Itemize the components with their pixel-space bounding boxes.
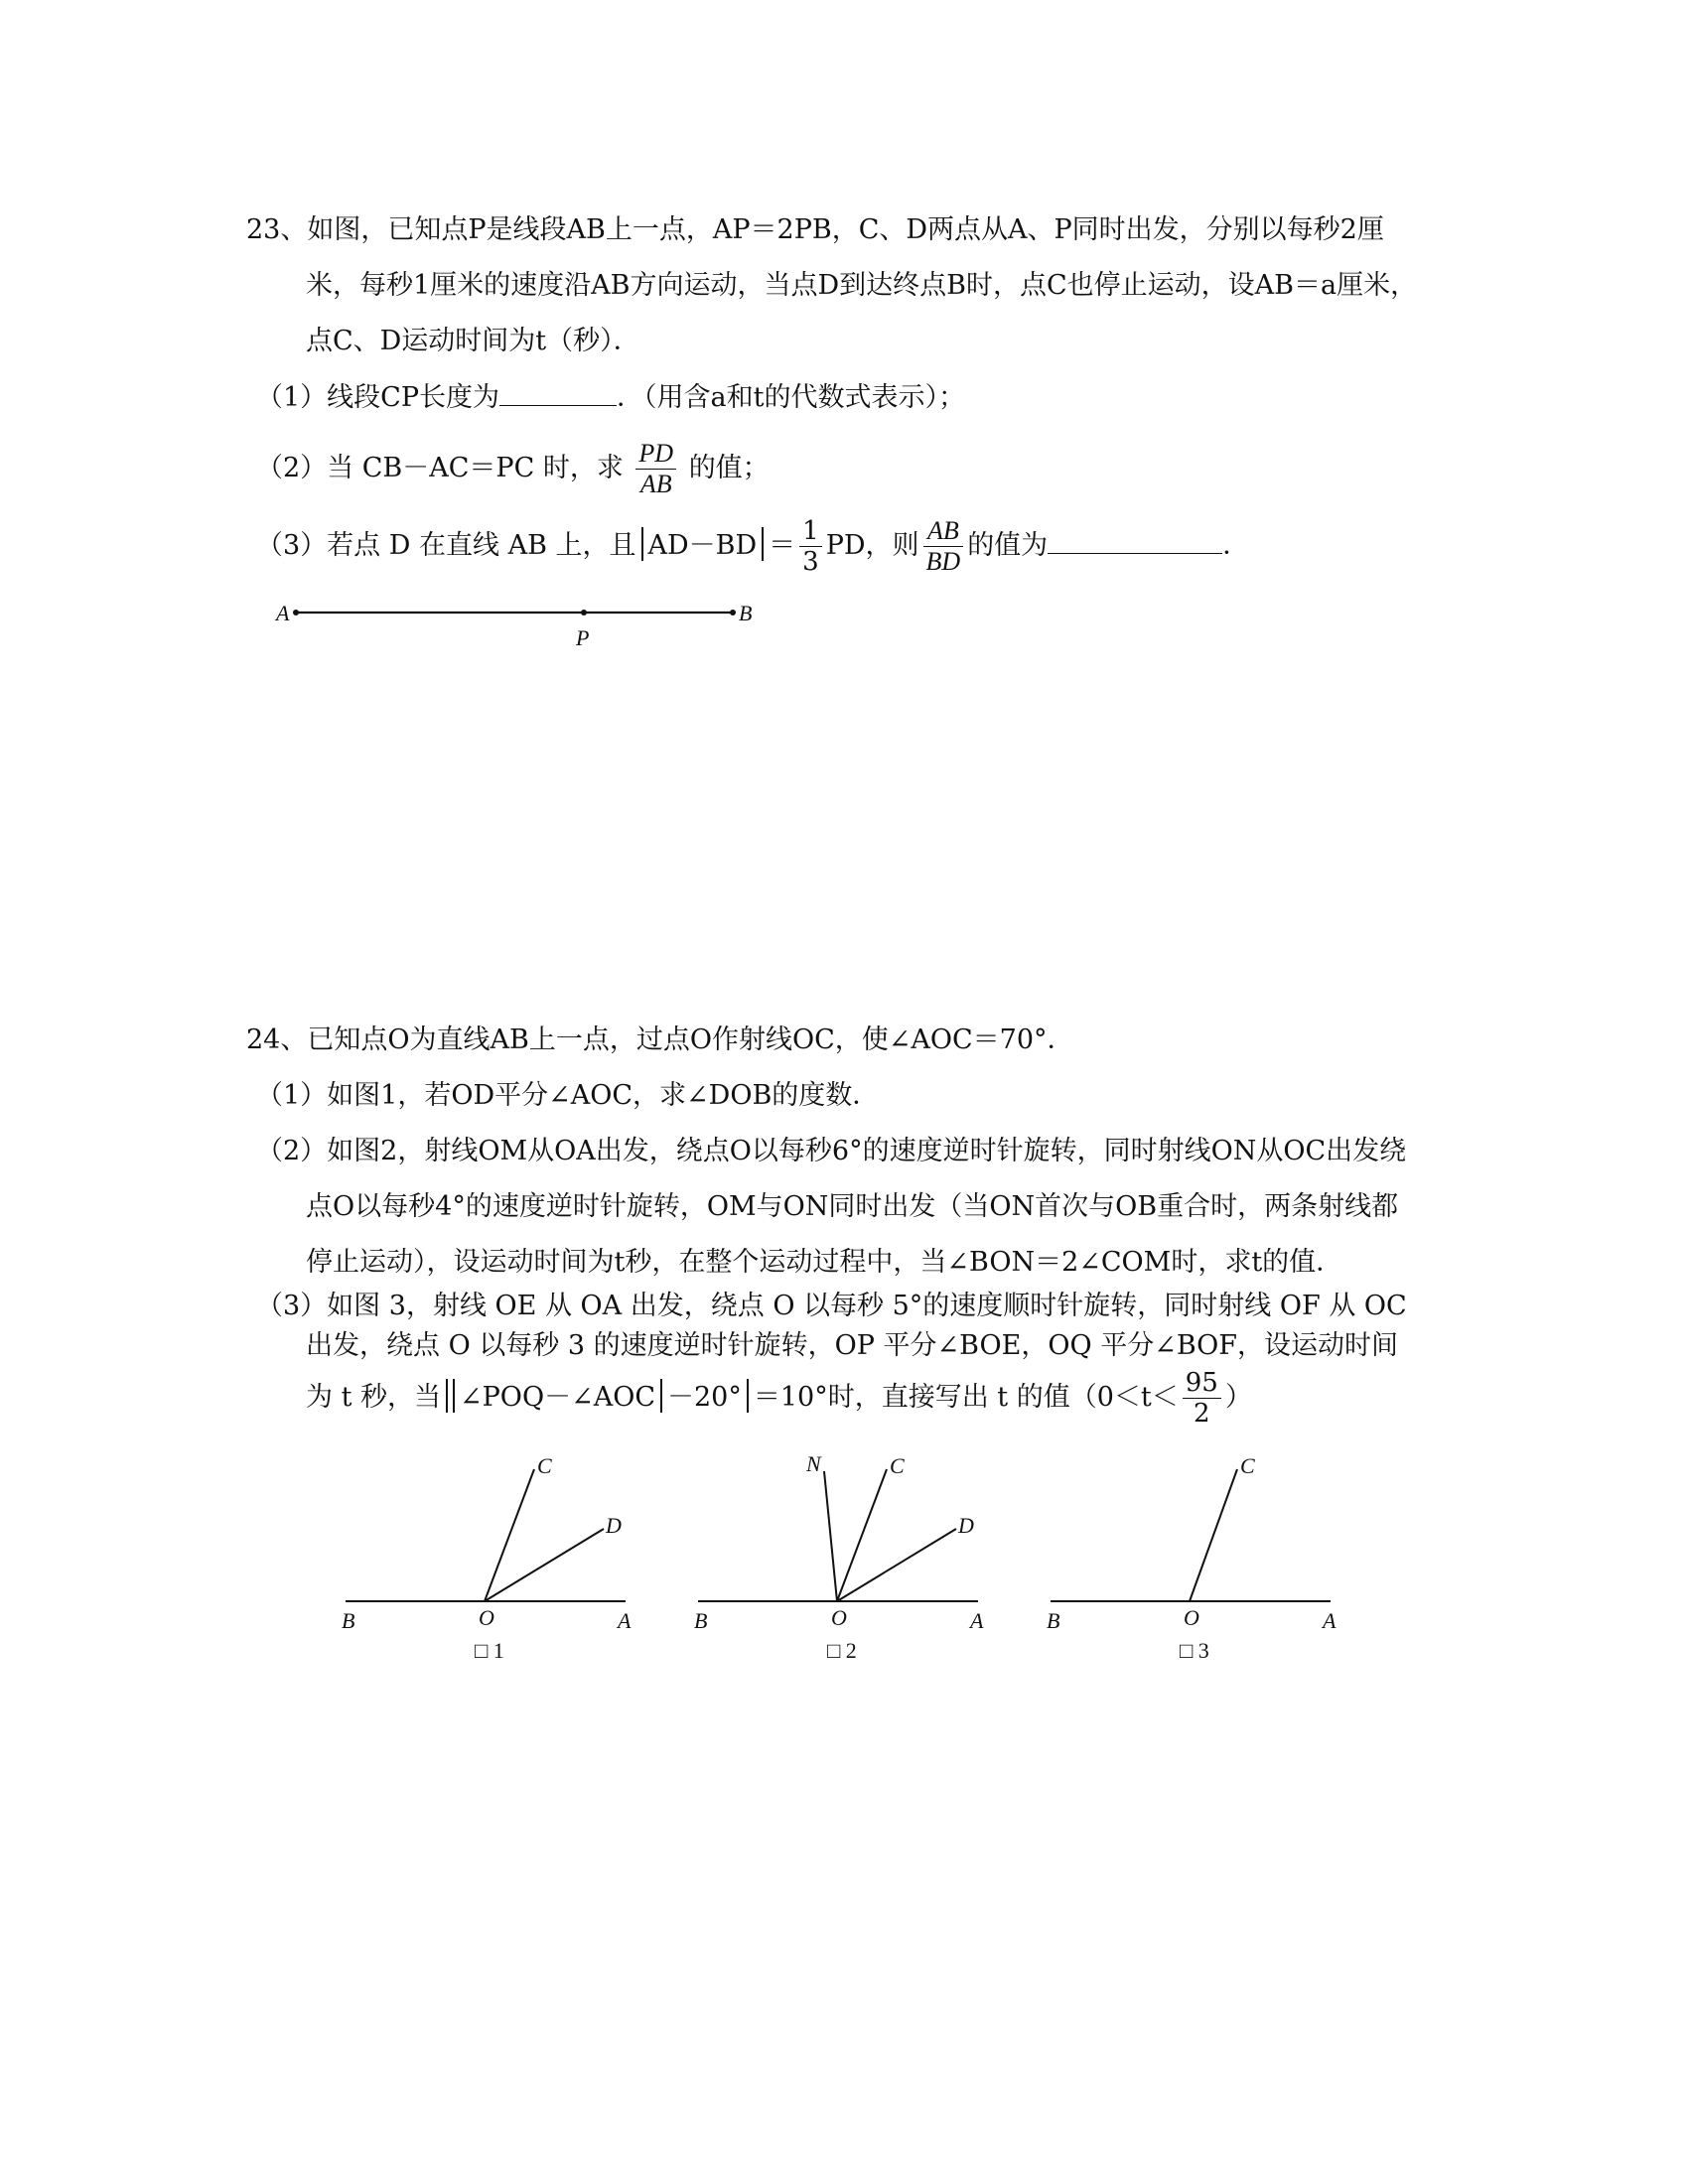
ray-oc: [485, 1469, 534, 1601]
abs-bar: [641, 527, 643, 561]
fraction-numerator: PD: [638, 439, 674, 468]
label-c: C: [890, 1453, 905, 1478]
figure-caption: □ 1: [475, 1638, 504, 1663]
q23-part1-text-b: ．（用含a和t的代数式表示）；: [617, 382, 965, 413]
point-a: [293, 610, 299, 615]
fraction-95-2: [1183, 1368, 1221, 1429]
fraction-numerator: AB: [926, 516, 959, 545]
label-c: C: [537, 1453, 552, 1478]
fraction-denominator: BD: [925, 547, 961, 576]
ray-oc: [837, 1469, 887, 1601]
abs-expression: ∠POQ－∠AOC: [460, 1382, 655, 1413]
ray-oc: [1190, 1469, 1237, 1601]
ray-od: [837, 1529, 956, 1601]
segment-ab-figure: [268, 591, 765, 660]
q24-stem: 24、已知点O为直线AB上一点，过点O作射线OC，使∠AOC＝70°．: [246, 1024, 1074, 1055]
minus-20: －20°: [667, 1382, 742, 1413]
fraction-numerator: 95: [1183, 1368, 1221, 1399]
label-c: C: [1240, 1453, 1255, 1478]
q23-part3-end: ．: [1222, 530, 1250, 561]
abs-bar: [660, 1379, 662, 1413]
q24-part1: （1）如图1，若OD平分∠AOC，求∠DOB的度数．: [256, 1080, 880, 1111]
q23-part3-pd: PD，则: [825, 530, 919, 561]
abs-bar: [446, 1379, 448, 1413]
label-b: B: [1047, 1608, 1060, 1633]
abs-bar: [453, 1379, 455, 1413]
abs-expression: AD－BD: [647, 530, 758, 561]
label-a: A: [618, 1608, 632, 1633]
label-o: O: [831, 1605, 847, 1630]
ray-on: [824, 1471, 837, 1601]
q24-part2-line2: 点O以每秒4°的速度逆时针旋转，OM与ON同时出发（当ON首次与OB重合时，两条射线都: [306, 1191, 1399, 1222]
figure-2: [680, 1449, 1008, 1668]
label-d: D: [606, 1513, 622, 1538]
label-p: P: [576, 625, 590, 650]
label-a: A: [970, 1608, 984, 1633]
fraction-pd-ab: [635, 439, 676, 499]
figure-caption: □ 3: [1180, 1638, 1209, 1663]
fraction-denominator: 3: [802, 547, 819, 577]
equals-sign: ＝: [769, 530, 796, 561]
label-b: B: [694, 1608, 708, 1633]
q24-part3-line1: （3）如图 3，射线 OE 从 OA 出发，绕点 O 以每秒 5°的速度顺时针旋转，同时射线 OF 从 OC: [256, 1291, 1407, 1321]
q23-stem-line1: 23、如图，已知点P是线段AB上一点，AP＝2PB，C、D两点从A、P同时出发，分别以每秒2厘: [246, 214, 1384, 245]
fraction-ab-bd: [923, 516, 964, 577]
answer-blank: [1048, 525, 1222, 554]
fraction-numerator: 1: [799, 516, 822, 547]
q23-part2-text-b: 的值；: [688, 453, 770, 483]
label-a: A: [276, 601, 290, 625]
q24-part3-line2: 出发，绕点 O 以每秒 3 的速度逆时针旋转，OP 平分∠BOE，OQ 平分∠BOF，设运动时间: [306, 1330, 1399, 1361]
q23-part2-text-a: （2）当 CB－AC＝PC 时，求: [256, 453, 624, 483]
q23-stem-line3: 点C、D运动时间为t（秒）．: [306, 326, 640, 356]
q23-part2: [256, 437, 770, 500]
figure-caption: □ 2: [827, 1638, 857, 1663]
q24-part2-line1: （2）如图2，射线OM从OA出发，绕点O以每秒6°的速度逆时针旋转，同时射线ON从OC出发绕: [256, 1136, 1407, 1166]
q23-part1-text-a: （1）线段CP长度为: [256, 382, 500, 413]
q23-part1: [256, 377, 965, 418]
q24-part3-end: ）: [1224, 1382, 1252, 1413]
q23-part3-text-b: 的值为: [967, 530, 1049, 561]
q23-part3-text-a: （3）若点 D 在直线 AB 上，且: [256, 530, 636, 561]
label-o: O: [479, 1605, 494, 1630]
figure-3: [1033, 1449, 1360, 1668]
q24-part3-line3: [306, 1366, 1252, 1430]
q24-part3-text-b: ＝10°时，直接写出 t 的值（0＜t＜: [753, 1382, 1179, 1413]
q23-part3: [256, 514, 1249, 578]
abs-bar: [762, 527, 764, 561]
q24-part3-text-a: 为 t 秒，当: [306, 1382, 442, 1413]
fraction-denominator: AB: [639, 470, 672, 498]
label-b: B: [739, 601, 753, 625]
label-a: A: [1323, 1608, 1336, 1633]
label-b: B: [342, 1608, 355, 1633]
fraction-one-third: [799, 516, 822, 577]
fraction-denominator: 2: [1194, 1399, 1210, 1429]
q23-stem-line2: 米，每秒1厘米的速度沿AB方向运动，当点D到达终点B时，点C也停止运动，设AB＝a厘米，: [306, 270, 1418, 301]
point-p: [581, 610, 587, 615]
label-o: O: [1184, 1605, 1199, 1630]
point-b: [730, 610, 736, 615]
figure-1: [328, 1449, 655, 1668]
label-d: D: [958, 1513, 974, 1538]
answer-blank: [499, 377, 617, 406]
ray-od: [485, 1529, 604, 1601]
q24-part2-line3: 停止运动），设运动时间为t秒，在整个运动过程中，当∠BON＝2∠COM时，求t的值．: [306, 1247, 1343, 1278]
abs-bar: [747, 1379, 749, 1413]
label-n: N: [806, 1451, 821, 1476]
